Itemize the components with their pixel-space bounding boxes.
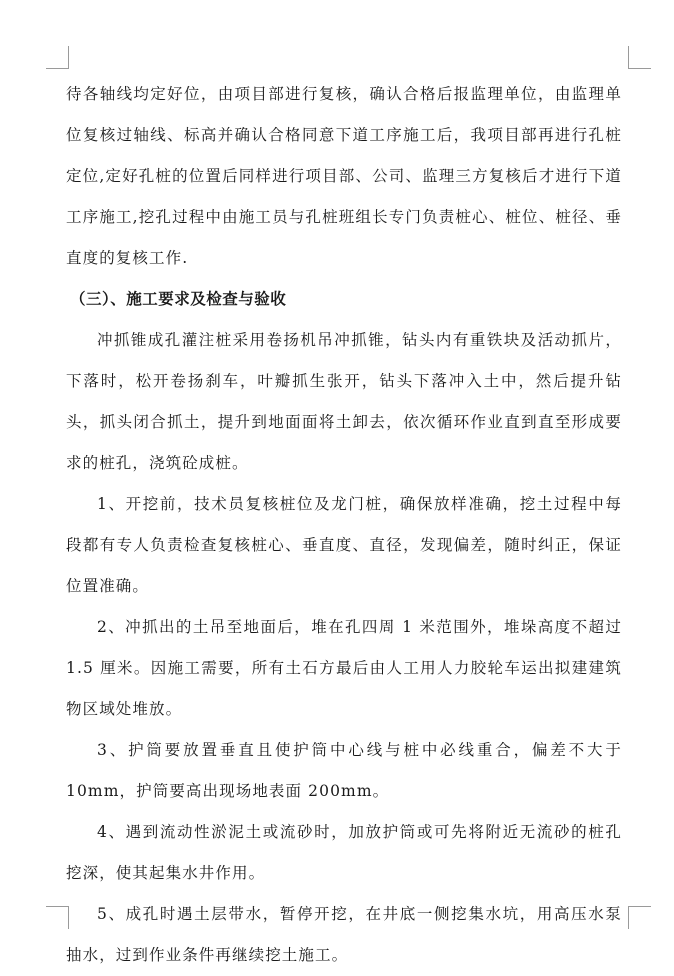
crop-mark-bottom-right bbox=[628, 906, 651, 929]
section-heading: （三）、施工要求及检查与验收 bbox=[70, 290, 287, 308]
paragraph-intro: 冲抓锥成孔灌注桩采用卷扬机吊冲抓锥，钻头内有重铁块及活动抓片，下落时，松开卷扬刹车，叶瓣抓生张开，钻头下落冲入土中，然后提升钻头，抓头闭合抓土，提升到地面面将土卸去，依次循环作业直到直至形成要求的桩孔，浇筑砼成桩。 bbox=[66, 331, 622, 472]
paragraph-item-3: 3、护筒要放置垂直且使护筒中心线与桩中必线重合，偏差不大于 10mm，护筒要高出现场地表面 200mm。 bbox=[66, 741, 622, 800]
document-body bbox=[66, 74, 622, 976]
paragraph-item-1: 1、开挖前，技术员复核桩位及龙门桩，确保放样准确，挖土过程中每段都有专人负责检查复核桩心、垂直度、直径，发现偏差，随时纠正，保证位置准确。 bbox=[66, 495, 622, 595]
paragraph-item-4: 4、遇到流动性淤泥土或流砂时，加放护筒或可先将附近无流砂的桩孔挖深，使其起集水井作用。 bbox=[66, 823, 622, 882]
crop-mark-top-right bbox=[628, 46, 651, 69]
crop-mark-top-left bbox=[46, 46, 69, 69]
paragraph-item-2: 2、冲抓出的土吊至地面后，堆在孔四周 1 米范围外，堆垛高度不超过 1.5 厘米。因施工需要，所有土石方最后由人工用人力胶轮车运出拟建建筑物区域处堆放。 bbox=[66, 618, 622, 718]
paragraph-item-5: 5、成孔时遇土层带水，暂停开挖，在井底一侧挖集水坑，用高压水泵抽水，过到作业条件再继续挖土施工。 bbox=[66, 905, 622, 964]
paragraph-continued: 待各轴线均定好位，由项目部进行复核，确认合格后报监理单位，由监理单位复核过轴线、标高并确认合格同意下道工序施工后，我项目部再进行孔桩定位,定好孔桩的位置后同样进行项目部、公司、监理三方复核后才进行下道工序施工,挖孔过程中由施工员与孔桩班组长专门负责桩心、桩位、桩径、垂直度的复核工作. bbox=[66, 85, 622, 267]
